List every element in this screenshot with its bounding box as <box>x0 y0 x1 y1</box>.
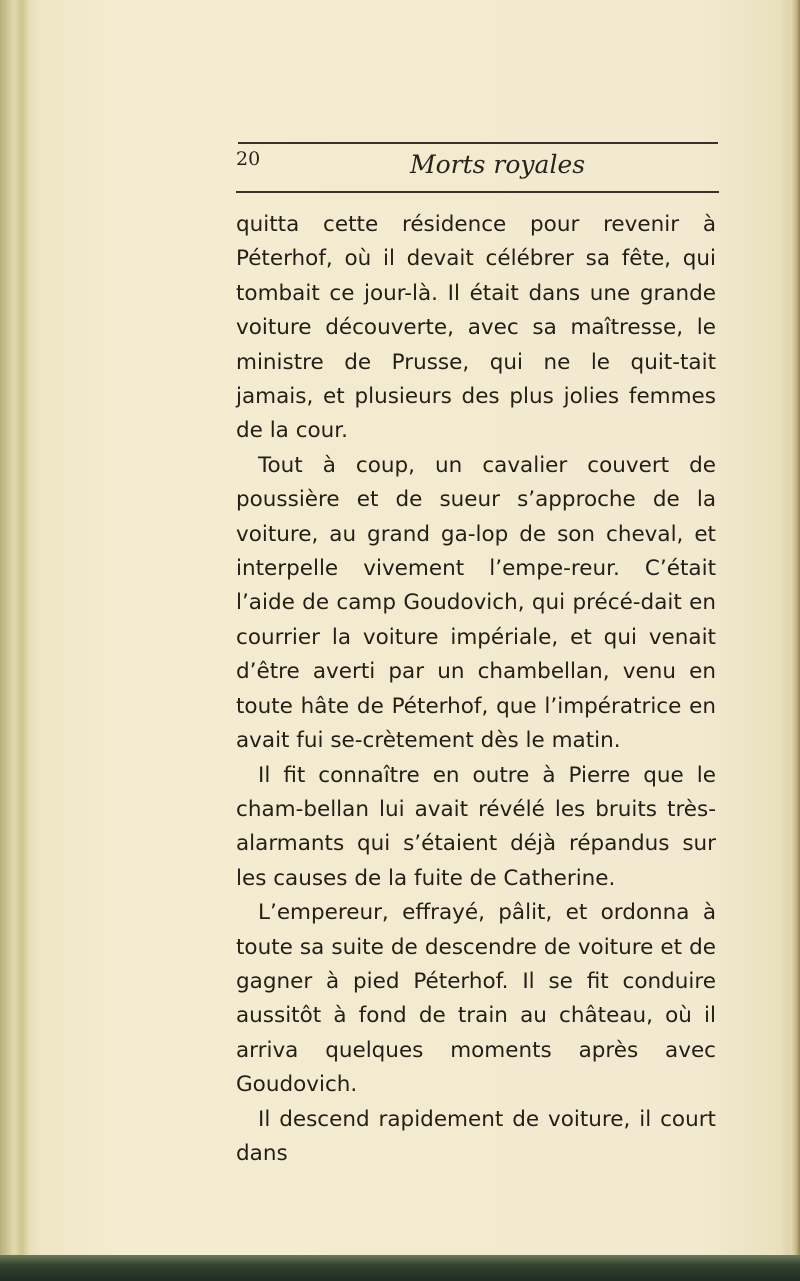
paragraph-2: Tout à coup, un cavalier couvert de poussière et de sueur s’approche de la voiture, au grand ga-lop de son cheval, et interpelle vivement l’empe-reur. C’était l’aide de camp Goudovich, qui précé-dait en courrier la voiture impériale, et qui venait d’être averti par un chambellan, venu en toute hâte de Péterhof, que l’impératrice en avait fui se-crètement dès le matin. <box>236 452 716 754</box>
header-rule-top <box>238 142 718 144</box>
page-edge <box>790 0 800 1281</box>
binding-gutter <box>0 0 44 1281</box>
paragraph-5: Il descend rapidement de voiture, il court dans <box>236 1106 716 1166</box>
paragraph-4: L’empereur, effrayé, pâlit, et ordonna à toute sa suite de descendre de voiture et de gagner à pied Péterhof. Il se fit conduire aussitôt à fond de train au château, où il arriva quelques moments après avec Goudovich. <box>236 900 716 1098</box>
paragraph-3: Il fit connaître en outre à Pierre que le cham-bellan lui avait révélé les bruits très-alarmants qui s’étaient déjà répandus sur les causes de la fuite de Catherine. <box>236 762 716 891</box>
body-text <box>236 208 716 1171</box>
running-title: Morts royales <box>410 150 586 179</box>
page-bottom-edge <box>0 1255 800 1281</box>
header-rule-bottom <box>236 191 719 193</box>
paragraph-1: quitta cette résidence pour revenir à Péterhof, où il devait célébrer sa fête, qui tombait ce jour-là. Il était dans une grande voiture découverte, avec sa maîtresse, le ministre de Prusse, qui ne le quit-tait jamais, et plusieurs des plus jolies femmes de la cour. <box>236 212 716 444</box>
page-number: 20 <box>236 148 261 170</box>
